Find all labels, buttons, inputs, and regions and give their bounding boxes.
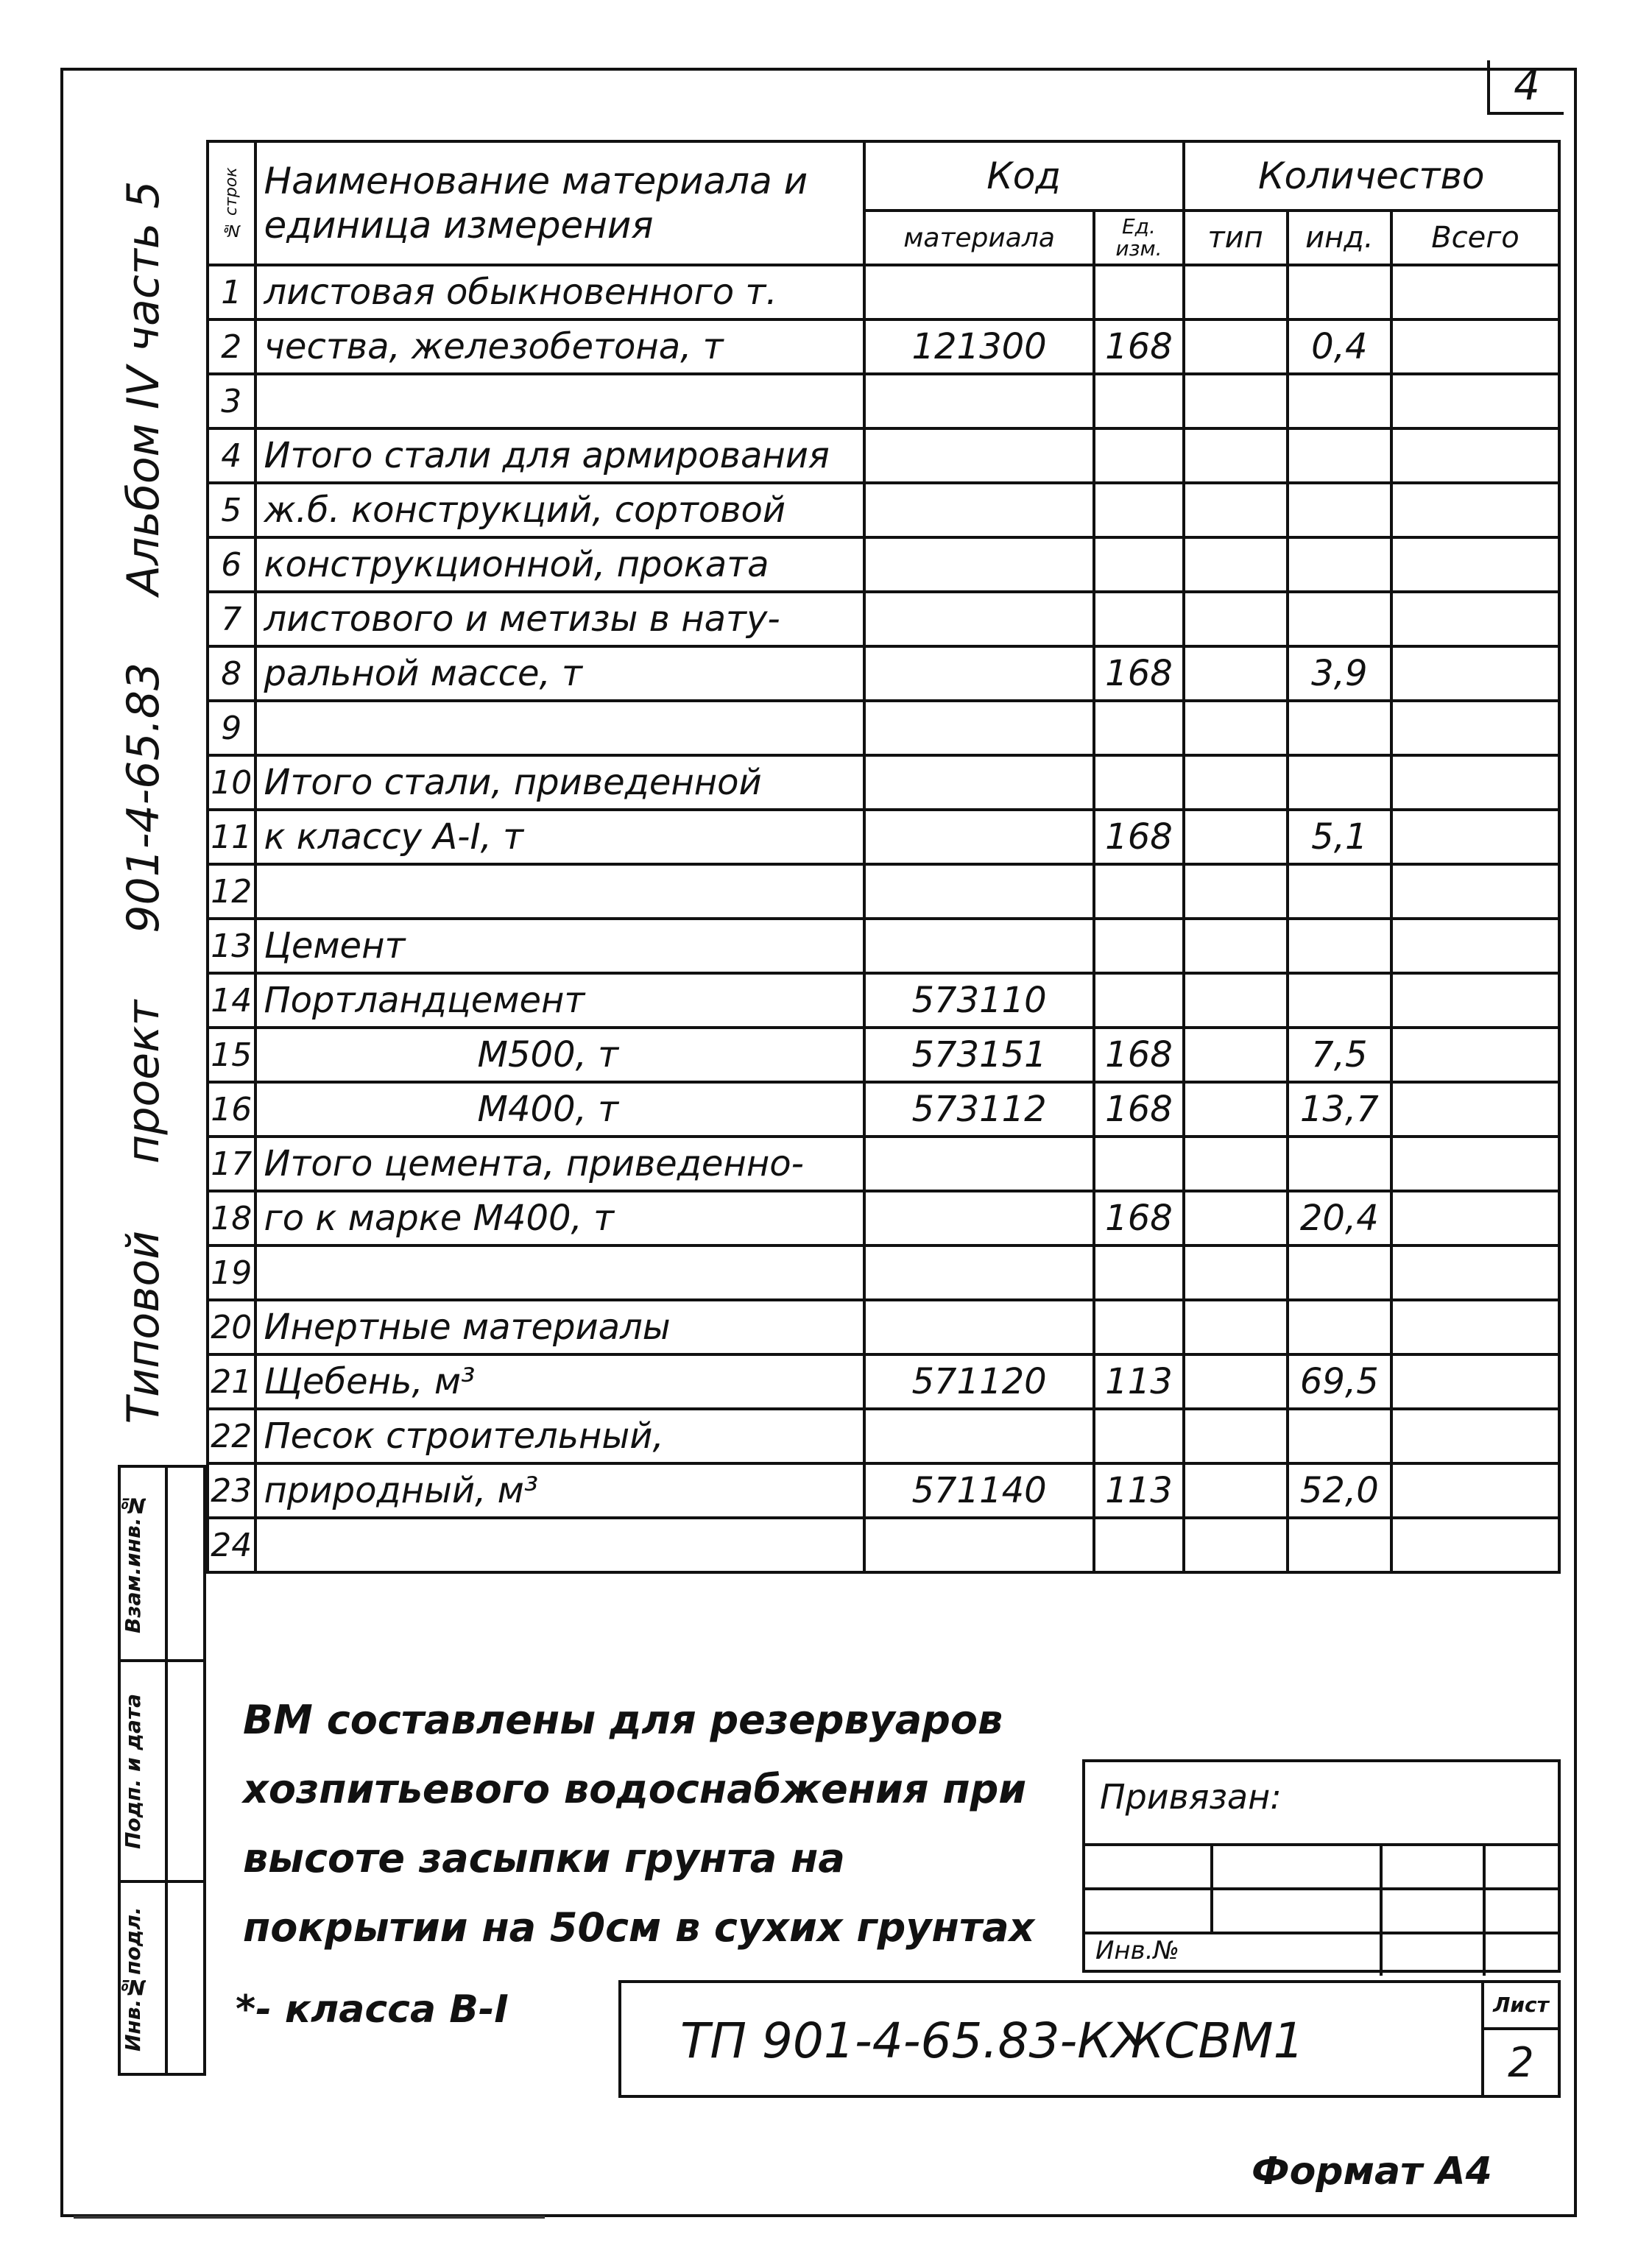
row-typ xyxy=(1184,864,1288,919)
header-ind: инд. xyxy=(1288,211,1391,265)
row-number: 8 xyxy=(208,646,255,701)
side-text-project: проект xyxy=(118,1000,169,1164)
row-ind xyxy=(1288,1245,1391,1300)
row-unit xyxy=(1094,374,1183,428)
row-code xyxy=(864,1518,1095,1572)
stamp-label-sign: Подп. и дата xyxy=(121,1693,145,1849)
row-unit xyxy=(1094,864,1183,919)
row-total xyxy=(1391,1245,1559,1300)
row-number: 18 xyxy=(208,1191,255,1245)
row-number: 13 xyxy=(208,919,255,973)
header-code: Код xyxy=(864,141,1184,211)
table-row xyxy=(208,1082,1559,1137)
row-typ xyxy=(1184,1245,1288,1300)
row-number: 10 xyxy=(208,755,255,810)
row-name: к классу А-I, т xyxy=(255,810,864,864)
row-name: Песок строительный, xyxy=(255,1409,864,1463)
inv-label: Инв.№ xyxy=(1095,1936,1179,1965)
row-unit xyxy=(1094,755,1183,810)
row-code xyxy=(864,701,1095,755)
row-code xyxy=(864,1409,1095,1463)
row-ind xyxy=(1288,864,1391,919)
row-typ xyxy=(1184,1300,1288,1354)
row-name xyxy=(255,1245,864,1300)
materials-table xyxy=(206,140,1561,1574)
row-ind: 20,4 xyxy=(1288,1191,1391,1245)
row-unit: 113 xyxy=(1094,1463,1183,1518)
row-name: Щебень, м³ xyxy=(255,1354,864,1409)
table-row xyxy=(208,1518,1559,1572)
table-row xyxy=(208,1137,1559,1191)
row-typ xyxy=(1184,1409,1288,1463)
row-typ xyxy=(1184,592,1288,646)
row-ind xyxy=(1288,755,1391,810)
row-ind xyxy=(1288,701,1391,755)
row-number: 15 xyxy=(208,1028,255,1082)
row-typ xyxy=(1184,319,1288,374)
header-num: № строк xyxy=(208,141,255,265)
row-total xyxy=(1391,864,1559,919)
stamp-label-inv: Инв.№подл. xyxy=(121,1907,145,2052)
row-typ xyxy=(1184,1354,1288,1409)
table-row xyxy=(208,973,1559,1028)
table-row xyxy=(208,919,1559,973)
row-name: конструкционной, проката xyxy=(255,537,864,592)
row-unit: 168 xyxy=(1094,1191,1183,1245)
row-number: 20 xyxy=(208,1300,255,1354)
row-typ xyxy=(1184,1137,1288,1191)
row-number: 19 xyxy=(208,1245,255,1300)
row-total xyxy=(1391,1082,1559,1137)
table-row xyxy=(208,1409,1559,1463)
header-total: Всего xyxy=(1391,211,1559,265)
row-total xyxy=(1391,537,1559,592)
row-total xyxy=(1391,374,1559,428)
row-ind: 3,9 xyxy=(1288,646,1391,701)
row-unit xyxy=(1094,265,1183,319)
row-total xyxy=(1391,265,1559,319)
row-number: 6 xyxy=(208,537,255,592)
row-unit xyxy=(1094,483,1183,537)
table-row xyxy=(208,755,1559,810)
stamp-label-replace: Взам.инв.№ xyxy=(121,1493,145,1634)
row-name xyxy=(255,864,864,919)
row-unit xyxy=(1094,1409,1183,1463)
row-number: 17 xyxy=(208,1137,255,1191)
table-row xyxy=(208,428,1559,483)
header-unit: Ед. изм. xyxy=(1094,211,1183,265)
row-number: 9 xyxy=(208,701,255,755)
row-ind xyxy=(1288,1518,1391,1572)
row-unit xyxy=(1094,973,1183,1028)
row-typ xyxy=(1184,1518,1288,1572)
row-number: 11 xyxy=(208,810,255,864)
row-code xyxy=(864,1191,1095,1245)
row-code xyxy=(864,1300,1095,1354)
row-number: 2 xyxy=(208,319,255,374)
row-ind xyxy=(1288,483,1391,537)
row-unit xyxy=(1094,1137,1183,1191)
row-ind: 69,5 xyxy=(1288,1354,1391,1409)
row-total xyxy=(1391,973,1559,1028)
row-number: 1 xyxy=(208,265,255,319)
row-typ xyxy=(1184,428,1288,483)
row-code: 573110 xyxy=(864,973,1095,1028)
row-number: 3 xyxy=(208,374,255,428)
row-typ xyxy=(1184,755,1288,810)
row-total xyxy=(1391,1300,1559,1354)
row-name: листового и метизы в нату- xyxy=(255,592,864,646)
row-number: 21 xyxy=(208,1354,255,1409)
row-name: Итого стали для армирования xyxy=(255,428,864,483)
row-number: 23 xyxy=(208,1463,255,1518)
side-title xyxy=(103,147,184,1457)
row-ind xyxy=(1288,1409,1391,1463)
row-code xyxy=(864,755,1095,810)
row-typ xyxy=(1184,265,1288,319)
row-unit xyxy=(1094,428,1183,483)
bottom-rule xyxy=(74,2216,545,2219)
row-ind xyxy=(1288,919,1391,973)
row-unit: 168 xyxy=(1094,1082,1183,1137)
row-ind xyxy=(1288,1137,1391,1191)
row-total xyxy=(1391,701,1559,755)
row-code xyxy=(864,864,1095,919)
row-name xyxy=(255,374,864,428)
format-label: Формат А4 xyxy=(1252,2149,1492,2194)
row-code xyxy=(864,1245,1095,1300)
row-number: 14 xyxy=(208,973,255,1028)
row-ind xyxy=(1288,428,1391,483)
binding-label: Привязан: xyxy=(1100,1777,1282,1817)
row-number: 7 xyxy=(208,592,255,646)
row-code: 573151 xyxy=(864,1028,1095,1082)
row-name: Итого стали, приведенной xyxy=(255,755,864,810)
table-row xyxy=(208,483,1559,537)
row-total xyxy=(1391,1137,1559,1191)
row-unit: 168 xyxy=(1094,810,1183,864)
header-typ: тип xyxy=(1184,211,1288,265)
row-name: Цемент xyxy=(255,919,864,973)
row-code: 573112 xyxy=(864,1082,1095,1137)
row-ind xyxy=(1288,1300,1391,1354)
row-typ xyxy=(1184,1082,1288,1137)
row-number: 5 xyxy=(208,483,255,537)
row-name: Инертные материалы xyxy=(255,1300,864,1354)
row-ind xyxy=(1288,265,1391,319)
row-total xyxy=(1391,319,1559,374)
side-stamp xyxy=(118,1465,206,2076)
row-code xyxy=(864,1137,1095,1191)
row-total xyxy=(1391,1191,1559,1245)
row-name: природный, м³ xyxy=(255,1463,864,1518)
table-row xyxy=(208,810,1559,864)
row-code: 571140 xyxy=(864,1463,1095,1518)
row-total xyxy=(1391,592,1559,646)
sheet-label: Лист xyxy=(1484,1983,1558,2030)
row-number: 12 xyxy=(208,864,255,919)
row-number: 24 xyxy=(208,1518,255,1572)
row-unit: 168 xyxy=(1094,646,1183,701)
header-code-material: материала xyxy=(864,211,1095,265)
general-note: ВМ составлены для резервуаров хозпитьевого водоснабжения при высоте засыпки грунта на покрытии на 50см в сухих грунтах xyxy=(243,1697,1035,1951)
sheet-number: 2 xyxy=(1508,2039,1534,2087)
row-code xyxy=(864,537,1095,592)
row-unit xyxy=(1094,592,1183,646)
side-text-album: Альбом IV часть 5 xyxy=(118,180,169,596)
row-name: М400, т xyxy=(255,1082,864,1137)
table-row xyxy=(208,701,1559,755)
row-code xyxy=(864,646,1095,701)
row-code xyxy=(864,810,1095,864)
table-row xyxy=(208,864,1559,919)
row-ind: 13,7 xyxy=(1288,1082,1391,1137)
row-code xyxy=(864,265,1095,319)
row-ind: 7,5 xyxy=(1288,1028,1391,1082)
row-code: 121300 xyxy=(864,319,1095,374)
row-name: чества, железобетона, т xyxy=(255,319,864,374)
row-typ xyxy=(1184,483,1288,537)
row-ind: 5,1 xyxy=(1288,810,1391,864)
row-total xyxy=(1391,810,1559,864)
row-total xyxy=(1391,755,1559,810)
row-code xyxy=(864,483,1095,537)
row-unit xyxy=(1094,919,1183,973)
table-row xyxy=(208,1300,1559,1354)
table-row xyxy=(208,1463,1559,1518)
table-row xyxy=(208,592,1559,646)
row-code xyxy=(864,428,1095,483)
table-row xyxy=(208,1028,1559,1082)
row-name: ж.б. конструкций, сортовой xyxy=(255,483,864,537)
row-total xyxy=(1391,428,1559,483)
header-qty: Количество xyxy=(1184,141,1560,211)
row-typ xyxy=(1184,973,1288,1028)
row-total xyxy=(1391,1354,1559,1409)
table-row xyxy=(208,1354,1559,1409)
row-unit: 168 xyxy=(1094,1028,1183,1082)
page-number: 4 xyxy=(1487,60,1564,115)
row-name: М500, т xyxy=(255,1028,864,1082)
title-block xyxy=(618,1980,1561,2098)
row-typ xyxy=(1184,646,1288,701)
row-number: 4 xyxy=(208,428,255,483)
row-number: 22 xyxy=(208,1409,255,1463)
row-ind: 52,0 xyxy=(1288,1463,1391,1518)
row-code xyxy=(864,374,1095,428)
table-row xyxy=(208,646,1559,701)
row-ind xyxy=(1288,537,1391,592)
row-ind xyxy=(1288,973,1391,1028)
row-typ xyxy=(1184,537,1288,592)
row-unit xyxy=(1094,1245,1183,1300)
table-row xyxy=(208,1245,1559,1300)
side-text-type: Типовой xyxy=(118,1230,169,1424)
row-total xyxy=(1391,1409,1559,1463)
document-code: ТП 901-4-65.83-КЖСВМ1 xyxy=(680,2013,1305,2069)
binding-block xyxy=(1082,1759,1561,1973)
row-typ xyxy=(1184,1463,1288,1518)
row-typ xyxy=(1184,919,1288,973)
row-name xyxy=(255,701,864,755)
row-ind xyxy=(1288,592,1391,646)
table-row xyxy=(208,319,1559,374)
row-typ xyxy=(1184,701,1288,755)
row-typ xyxy=(1184,810,1288,864)
row-code: 571120 xyxy=(864,1354,1095,1409)
header-name: Наименование материала и единица измерения xyxy=(255,141,864,265)
row-name: Портландцемент xyxy=(255,973,864,1028)
row-unit xyxy=(1094,701,1183,755)
row-total xyxy=(1391,1463,1559,1518)
row-unit xyxy=(1094,1518,1183,1572)
side-text-number: 901-4-65.83 xyxy=(118,662,169,933)
row-total xyxy=(1391,1028,1559,1082)
row-typ xyxy=(1184,374,1288,428)
row-unit: 168 xyxy=(1094,319,1183,374)
row-total xyxy=(1391,1518,1559,1572)
row-typ xyxy=(1184,1191,1288,1245)
table-row xyxy=(208,1191,1559,1245)
row-number: 16 xyxy=(208,1082,255,1137)
table-row xyxy=(208,265,1559,319)
row-name xyxy=(255,1518,864,1572)
row-name: го к марке М400, т xyxy=(255,1191,864,1245)
row-name: ральной массе, т xyxy=(255,646,864,701)
table-row xyxy=(208,374,1559,428)
row-total xyxy=(1391,646,1559,701)
table-row xyxy=(208,537,1559,592)
row-total xyxy=(1391,483,1559,537)
row-unit: 113 xyxy=(1094,1354,1183,1409)
row-name: Итого цемента, приведенно- xyxy=(255,1137,864,1191)
row-code xyxy=(864,592,1095,646)
row-unit xyxy=(1094,537,1183,592)
row-unit xyxy=(1094,1300,1183,1354)
row-name: листовая обыкновенного т. xyxy=(255,265,864,319)
row-ind: 0,4 xyxy=(1288,319,1391,374)
row-code xyxy=(864,919,1095,973)
class-note: *- класса В-I xyxy=(236,1987,509,2032)
row-total xyxy=(1391,919,1559,973)
row-ind xyxy=(1288,374,1391,428)
row-typ xyxy=(1184,1028,1288,1082)
